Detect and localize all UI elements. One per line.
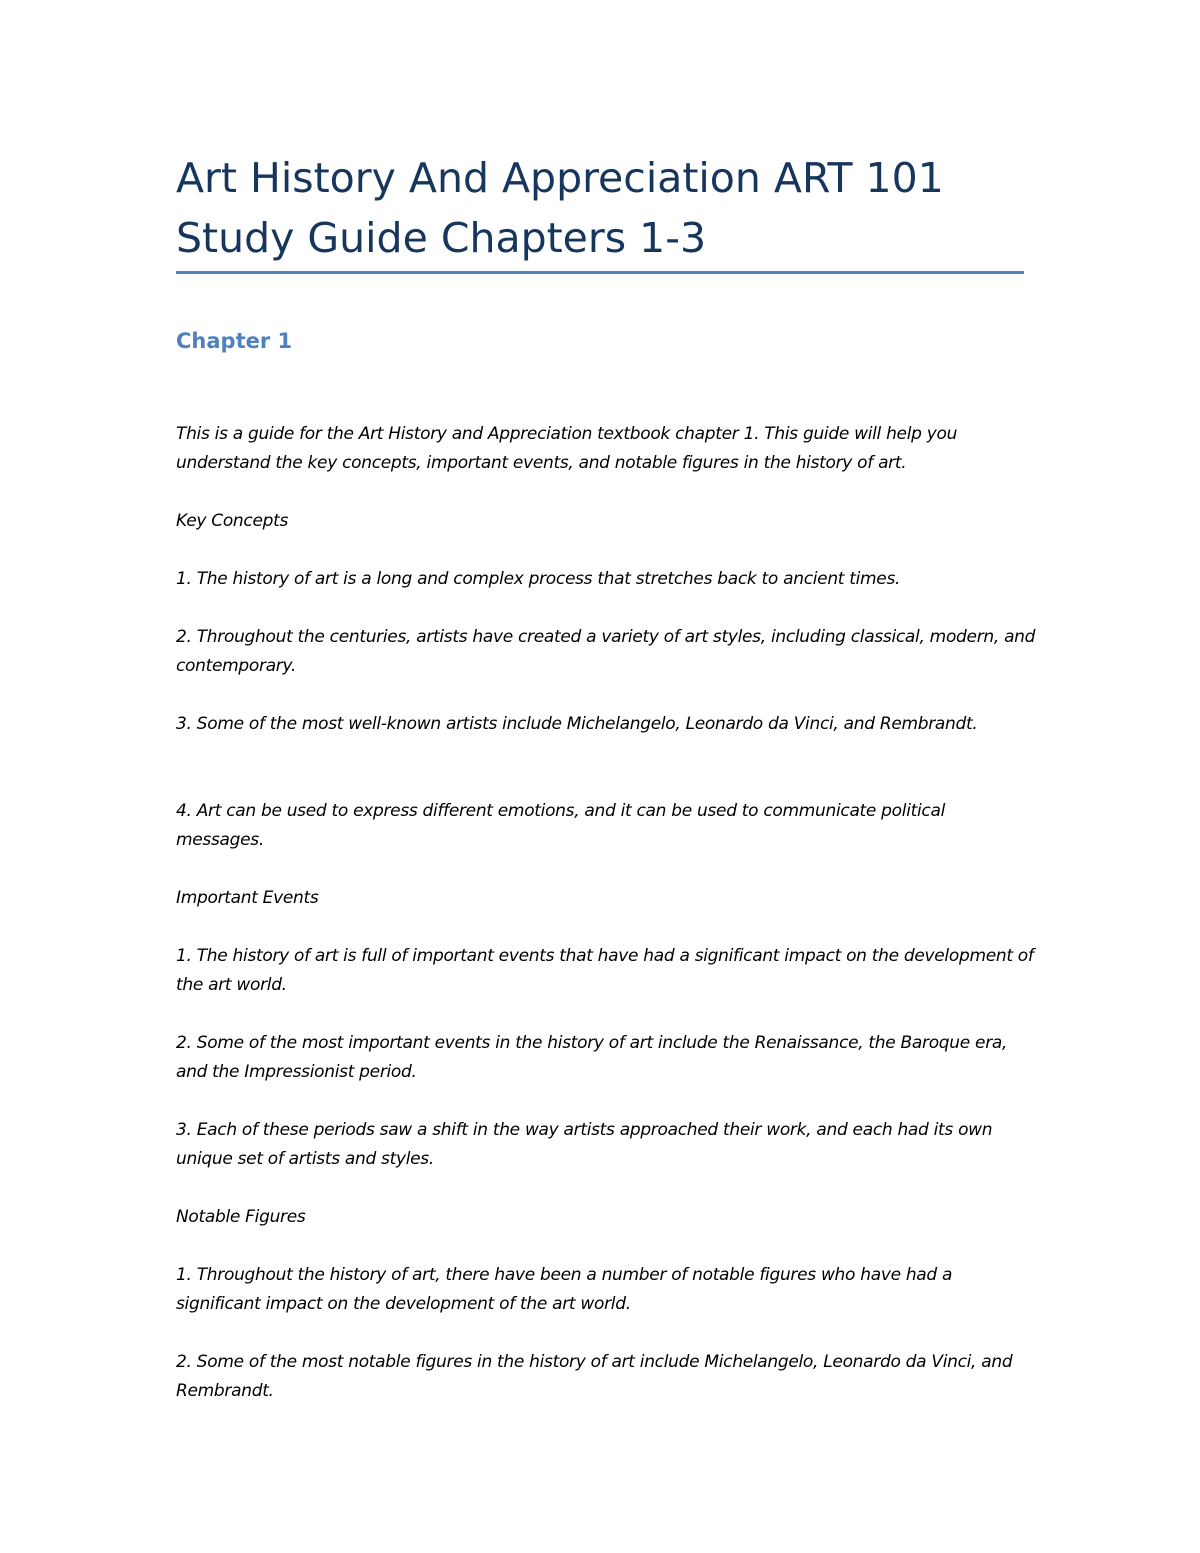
document-title: Art History And Appreciation ART 101 Study Guide Chapters 1-3 [176,154,944,262]
intro-paragraph: This is a guide for the Art History and Appreciation textbook chapter 1. This guide will help you understand the key concepts, important events, and notable figures in the history of art. [176,424,958,473]
key-concept-item: 1. The history of art is a long and complex process that stretches back to ancient times. [176,569,901,589]
notable-figure-item: 1. Throughout the history of art, there have been a number of notable figures who have had a significant impact on the development of the art world. [176,1265,953,1314]
important-event-item: 2. Some of the most important events in the history of art include the Renaissance, the Baroque era, and the Impressionist period. [176,1033,1008,1082]
important-event-item: 1. The history of art is full of important events that have had a significant impact on the development of the art world. [176,946,1034,995]
key-concept-item: 4. Art can be used to express different emotions, and it can be used to communicate political messages. [176,801,946,850]
important-event-item: 3. Each of these periods saw a shift in the way artists approached their work, and each had its own unique set of artists and styles. [176,1120,993,1169]
notable-figure-item: 2. Some of the most notable figures in the history of art include Michelangelo, Leonardo da Vinci, and Rembrandt. [176,1352,1013,1401]
important-events-heading: Important Events [176,888,319,908]
notable-figures-heading: Notable Figures [176,1207,306,1227]
chapter-heading: Chapter 1 [176,329,293,353]
key-concept-item: 2. Throughout the centuries, artists have created a variety of art styles, including classical, modern, and contemporary. [176,627,1036,676]
title-underline-rule [176,271,1024,274]
key-concepts-heading: Key Concepts [176,511,289,531]
key-concept-item: 3. Some of the most well-known artists include Michelangelo, Leonardo da Vinci, and Rembrandt. [176,714,978,734]
